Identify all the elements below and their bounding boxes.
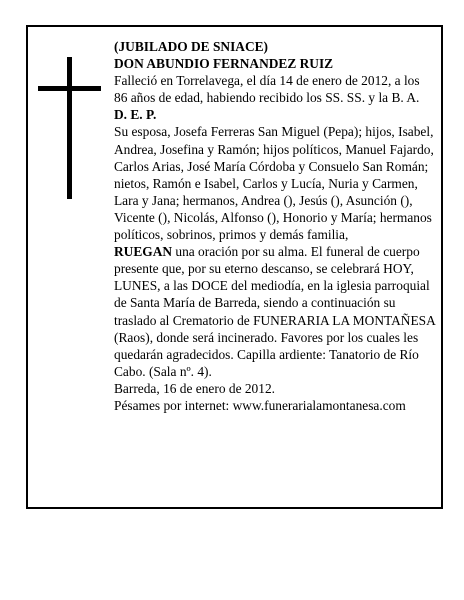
family-paragraph: Su esposa, Josefa Ferreras San Miguel (Pepa); hijos, Isabel, Andrea, Josefina y Ramón; hijos políticos, Manuel Fajardo, Carlos Arias, José María Córdoba y Consuelo San Román; nietos, Ramón e Isabel, Carlos y Lucía, Nuria y Carmen, Lara y Jana; hermanos, Andrea (), Jesús (), Asunción (), Vicente (), Nicolás, Alfonso (), Honorio y María; hermanos políticos, sobrinos, primos y demás familia, <box>114 124 434 243</box>
internet-line: Pésames por internet: www.funerarialamontanesa.com <box>114 397 406 413</box>
obituary-text <box>114 38 436 414</box>
deceased-name: DON ABUNDIO FERNANDEZ RUIZ <box>114 56 334 72</box>
ruegan-word: RUEGAN <box>114 244 173 260</box>
dep-line: D. E. P. <box>114 107 157 123</box>
ruegan-paragraph <box>114 243 436 380</box>
death-info: Falleció en Torrelavega, el día 14 de enero de 2012, a los 86 años de edad, habiendo recibido los SS. SS. y la B. A. <box>114 73 420 106</box>
date-line: Barreda, 16 de enero de 2012. <box>114 380 275 396</box>
ruegan-text: una oración por su alma. El funeral de cuerpo presente que, por su eterno descanso, se celebrará HOY, LUNES, a las DOCE del mediodía, en la iglesia parroquial de Santa María de Barreda, siendo a continuación su traslado al Crematorio de FUNERARIA LA MONTAÑESA (Raos), donde será incinerado. Favores por los cuales les quedarán agradecidos. Capilla ardiente: Tanatorio de Río Cabo. (Sala nº. 4). <box>114 244 436 379</box>
obituary-frame <box>26 25 443 509</box>
cross-icon-vertical <box>67 57 72 199</box>
header-line: (JUBILADO DE SNIACE) <box>114 39 269 54</box>
cross-icon-horizontal <box>38 86 101 91</box>
